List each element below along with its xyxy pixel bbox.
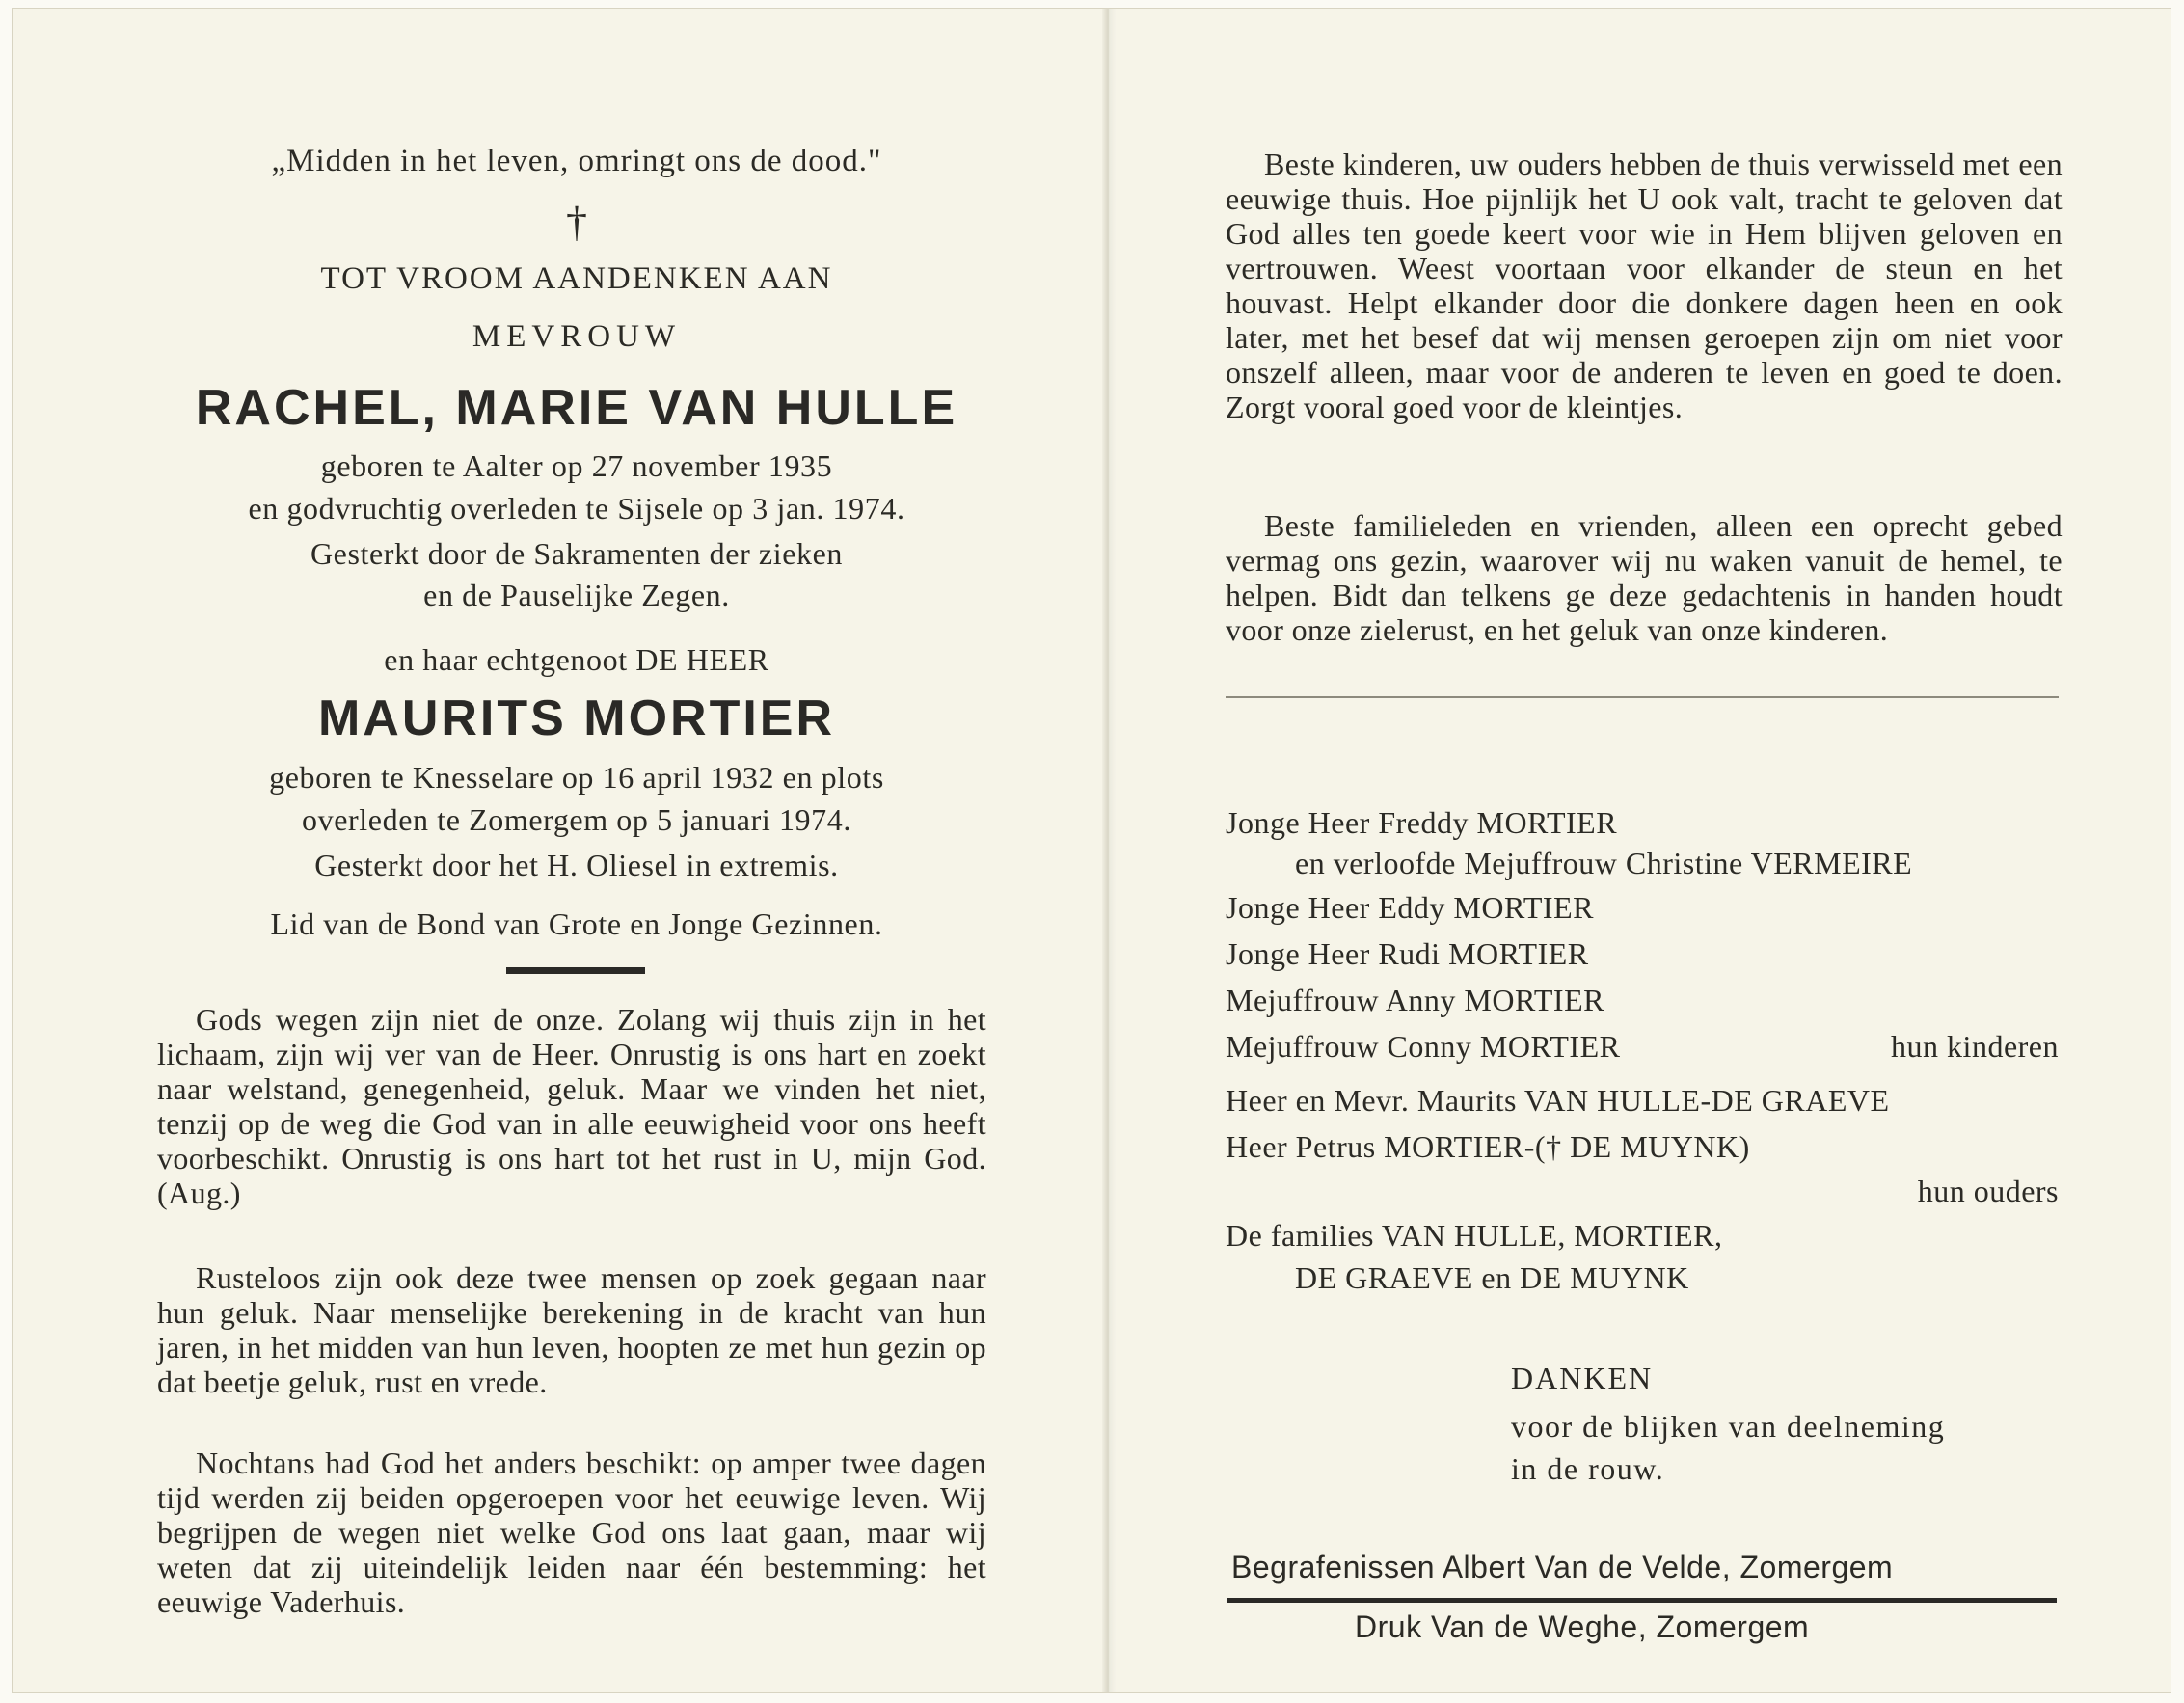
paragraph: Rusteloos zijn ook deze twee mensen op zoek gegaan naar hun geluk. Naar menselijke berekening in de kracht van hun jaren, in het midden van hun leven, hoopten ze met hun gezin op dat beetje geluk, rust en vrede. [157,1260,986,1399]
bio-line: geboren te Aalter op 27 november 1935 [320,448,833,483]
family-member: Mejuffrouw Anny MORTIER [1226,983,1604,1017]
paragraph: Gods wegen zijn niet de onze. Zolang wij thuis zijn in het lichaam, zijn wij ver van de Heer. Onrustig is ons hart en zoekt naar welstand, genegenheid, geluk. Maar we vinden het niet, tenzij op de weg die God van in alle eeuwigheid voor ons heeft voorbeschikt. Onrustig is ons hart tot het rust in U, mijn God. (Aug.) [157,1002,986,1210]
title-mevrouw: MEVROUW [472,319,682,354]
relation-label: hun ouders [1917,1174,2059,1208]
name-maurits: MAURITS MORTIER [317,690,836,746]
memorial-card [12,8,2171,1693]
paragraph: Beste familieleden en vrienden, alleen een oprecht gebed vermag ons gezin, waarover wij nu waken vanuit de hemel, te helpen. Bidt dan telkens ge deze gedachtenis in handen houdt voor onze zielerust, en het geluk van onze kinderen. [1226,508,2063,647]
family-member: Heer en Mevr. Maurits VAN HULLE-DE GRAEVE [1226,1083,1890,1118]
family-member: Mejuffrouw Conny MORTIER [1226,1029,1621,1064]
bio-line: Gesterkt door het H. Oliesel in extremis. [314,848,839,882]
divider [1227,1598,2057,1603]
thanks-title: DANKEN [1511,1361,1654,1395]
family-member: Jonge Heer Eddy MORTIER [1226,890,1594,925]
funeral-home: Begrafenissen Albert Van de Velde, Zomergem [1231,1550,1894,1584]
family-member: Jonge Heer Rudi MORTIER [1226,936,1589,971]
cross-icon: † [566,199,587,246]
card-fold [1102,9,1116,1692]
paragraph: Nochtans had God het anders beschikt: op amper twee dagen tijd werden zij beiden opgeroepen voor het eeuwige leven. Wij begrijpen de wegen niet welke God ons laat gaan, maar wij weten dat zij uiteindelijk leiden naar één bestemming: het eeuwige Vaderhuis. [157,1446,986,1619]
family-member: De families VAN HULLE, MORTIER, [1226,1218,1723,1253]
relation-label: hun kinderen [1891,1029,2059,1064]
thanks-line: in de rouw. [1511,1451,1665,1486]
name-rachel: RACHEL, MARIE VAN HULLE [195,380,958,436]
family-member: en verloofde Mejuffrouw Christine VERMEIRE [1295,846,1913,880]
paragraph: Beste kinderen, uw ouders hebben de thuis verwisseld met een eeuwige thuis. Hoe pijnlijk het U ook valt, tracht te geloven dat God alles ten goede keert voor wie in Hem blijven geloven en vertrouwen. Weest voortaan voor elkander de steun en het houvast. Helpt elkander door die donkere dagen heen en ook later, met het besef dat wij mensen geroepen zijn om niet voor onszelf alleen, maar voor de anderen te leven en goed te doen. Zorgt vooral goed voor de kleintjes. [1226,147,2063,424]
divider [506,967,645,974]
family-member: Heer Petrus MORTIER-(† DE MUYNK) [1226,1129,1750,1164]
bio-line: en godvruchtig overleden te Sijsele op 3 jan. 1974. [248,491,905,526]
bio-line: geboren te Knesselare op 16 april 1932 en plots [269,760,884,795]
printer: Druk Van de Weghe, Zomergem [1355,1609,1810,1644]
bio-line: Gesterkt door de Sakramenten der zieken [310,536,844,571]
spouse-intro: en haar echtgenoot DE HEER [384,642,769,677]
motto: „Midden in het leven, omringt ons de dood." [271,144,882,178]
family-member: DE GRAEVE en DE MUYNK [1295,1260,1689,1295]
thanks-line: voor de blijken van deelneming [1511,1409,1946,1444]
family-member: Jonge Heer Freddy MORTIER [1226,805,1618,840]
bio-line: Lid van de Bond van Grote en Jonge Gezinnen. [270,906,883,941]
bio-line: en de Pauselijke Zegen. [423,578,730,612]
heading: TOT VROOM AANDENKEN AAN [320,261,833,296]
bio-line: overleden te Zomergem op 5 januari 1974. [302,802,851,837]
divider [1226,696,2059,698]
